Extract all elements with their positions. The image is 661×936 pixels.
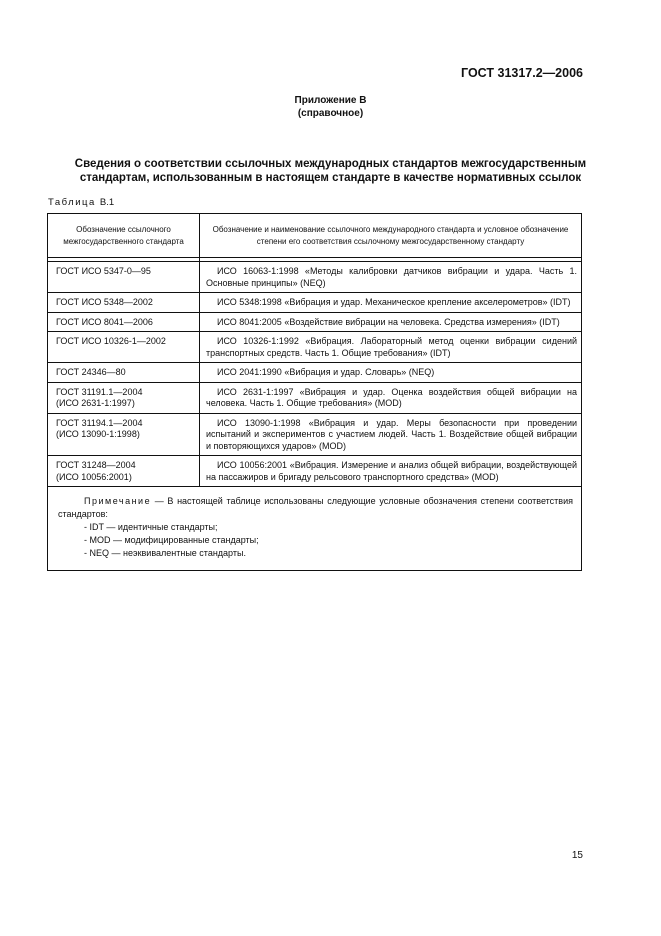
table-caption-number: В.1 [99, 197, 115, 208]
gost-iso-equivalent: (ИСО 13090-1:1998) [56, 429, 140, 439]
note-item: - MOD — модифицированные стандарты; [84, 535, 259, 545]
gost-designation: ГОСТ 31194.1—2004 [56, 417, 143, 428]
table-note [48, 487, 582, 571]
iso-cell: ИСО 16063-1:1998 «Методы калибровки датчиков вибрации и удара. Часть 1. Основные принципы» (NEQ) [200, 262, 582, 293]
gost-iso-equivalent: (ИСО 10056:2001) [56, 471, 132, 482]
iso-cell: ИСО 5348:1998 «Вибрация и удар. Механическое крепление акселерометров» (IDT) [200, 293, 582, 313]
table-caption-word: Таблица [48, 197, 96, 208]
note-lead [58, 495, 573, 521]
table-row [48, 332, 582, 363]
table-row [48, 293, 582, 313]
note-item: - NEQ — неэквивалентные стандарты. [84, 548, 246, 558]
iso-cell: ИСО 8041:2005 «Воздействие вибрации на человека. Средства измерения» (IDT) [200, 312, 582, 332]
appendix-title: Приложение В [294, 95, 367, 106]
section-title [50, 157, 611, 185]
gost-cell [48, 413, 200, 456]
appendix-heading [0, 94, 661, 120]
iso-cell: ИСО 10326-1:1992 «Вибрация. Лабораторный метод оценки вибрации сидений транспортных средств. Часть 1. Общие требования» (IDT) [200, 332, 582, 363]
gost-designation: ГОСТ ИСО 5347-0—95 [56, 266, 151, 276]
table-row [48, 262, 582, 293]
iso-cell: ИСО 13090-1:1998 «Вибрация и удар. Меры безопасности при проведении испытаний и экспериментов с участием людей. Часть 1. Воздействие общей вибрации и повторяющихся ударов» (MOD) [200, 413, 582, 456]
gost-designation: ГОСТ 24346—80 [56, 367, 126, 377]
iso-cell: ИСО 2041:1990 «Вибрация и удар. Словарь» (NEQ) [200, 363, 582, 383]
gost-cell [48, 363, 200, 383]
note-text: — В настоящей таблице использованы следующие условные обозначения степени соответствия стандартов: [58, 496, 573, 519]
table-note-row [48, 487, 582, 571]
iso-cell: ИСО 10056:2001 «Вибрация. Измерение и анализ общей вибрации, воздействующей на пассажиров и бригаду рельсового транспортного средства» (MOD) [200, 456, 582, 487]
gost-designation: ГОСТ ИСО 10326-1—2002 [56, 336, 166, 346]
table-header-row [48, 214, 582, 258]
table-caption [48, 197, 114, 208]
header-iso: Обозначение и наименование ссылочного международного стандарта и условное обозначение степени его соответствия ссылочному межгосударственному стандарту [200, 214, 582, 258]
gost-designation: ГОСТ ИСО 8041—2006 [56, 316, 153, 327]
gost-cell [48, 332, 200, 363]
document-number: ГОСТ 31317.2—2006 [461, 66, 583, 80]
gost-cell [48, 262, 200, 293]
note-head: Примечание [84, 496, 152, 506]
section-title-line-2: стандартам, использованным в настоящем стандарте в качестве нормативных ссылок [79, 172, 582, 184]
appendix-subtitle: (справочное) [297, 108, 364, 119]
iso-cell: ИСО 2631-1:1997 «Вибрация и удар. Оценка воздействия общей вибрации на человека. Часть 1. Общие требования» (MOD) [200, 382, 582, 413]
note-item: - IDT — идентичные стандарты; [84, 522, 218, 532]
table-row [48, 382, 582, 413]
gost-designation: ГОСТ 31191.1—2004 [56, 386, 143, 397]
table-row [48, 413, 582, 456]
page-number: 15 [571, 850, 583, 861]
section-title-line-1: Сведения о соответствии ссылочных международных стандартов межгосударственным [74, 158, 587, 170]
gost-cell [48, 312, 200, 332]
table-row [48, 456, 582, 487]
gost-cell [48, 293, 200, 313]
gost-designation: ГОСТ ИСО 5348—2002 [56, 297, 153, 307]
gost-cell [48, 456, 200, 487]
gost-iso-equivalent: (ИСО 2631-1:1997) [56, 398, 135, 408]
table-row [48, 312, 582, 332]
gost-cell [48, 382, 200, 413]
gost-designation: ГОСТ 31248—2004 [56, 460, 136, 470]
header-gost: Обозначение ссылочного межгосударственного стандарта [48, 214, 200, 258]
correspondence-table [47, 213, 582, 571]
table-row [48, 363, 582, 383]
